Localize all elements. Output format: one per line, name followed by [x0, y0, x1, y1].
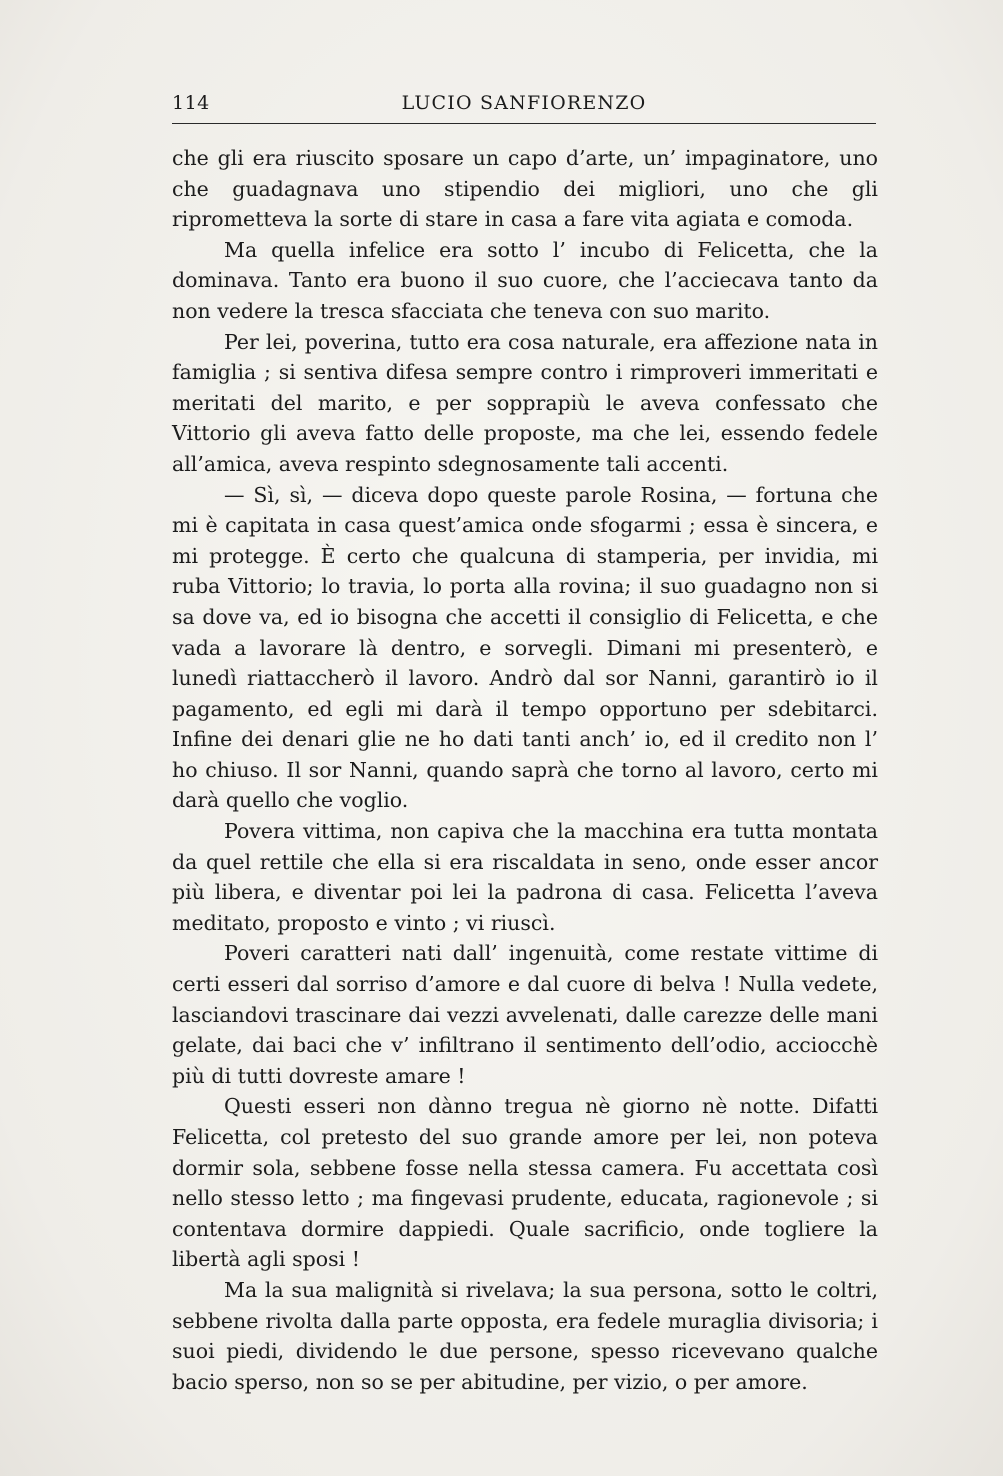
- paragraph: Povera vittima, non capiva che la macchina era tutta montata da quel rettile che ella si era riscaldata in seno, onde esser ancor più libera, e diventar poi lei la padrona di casa. Felicetta l’aveva meditato, proposto e vinto ; vi riuscì.: [172, 819, 878, 935]
- paragraph: — Sì, sì, — diceva dopo queste parole Rosina, — fortuna che mi è capitata in casa quest’amica onde sfogarmi ; essa è sincera, e mi protegge. È certo che qualcuna di stamperia, per invidia, mi ruba Vittorio; lo travia, lo porta alla rovina; il suo guadagno non si sa dove va, ed io bisogna che accetti il consiglio di Felicetta, e che vada a lavorare là dentro, e sorvegli. Dimani mi presenterò, e lunedì riattaccherò il lavoro. Andrò dal sor Nanni, garantirò io il pagamento, ed egli mi darà il tempo opportuno per sdebitarci. Infine dei denari glie ne ho dati tanti anch’ io, ed il credito non l’ ho chiuso. Il sor Nanni, quando saprà che torno al lavoro, certo mi darà quello che voglio.: [172, 482, 878, 813]
- paragraph: Poveri caratteri nati dall’ ingenuità, come restate vittime di certi esseri dal sorriso d’amore e dal cuore di belva ! Nulla vedete, lasciandovi trascinare dai vezzi avvelenati, dalle carezze delle mani gelate, dai baci che v’ infiltrano il sentimento dell’odio, acciocchè più di tutti dovreste amare !: [172, 941, 878, 1088]
- page-number: 114: [172, 92, 210, 114]
- paragraph: che gli era riuscito sposare un capo d’arte, un’ impaginatore, uno che guadagnava uno stipendio dei migliori, uno che gli riprometteva la sorte di stare in casa a fare vita agiata e comoda.: [172, 146, 878, 232]
- running-title: LUCIO SANFIORENZO: [401, 92, 647, 114]
- paragraph: Ma quella infelice era sotto l’ incubo di Felicetta, che la dominava. Tanto era buono il suo cuore, che l’acciecava tanto da non vedere la tresca sfacciata che teneva con suo marito.: [172, 237, 878, 323]
- paragraph: Per lei, poverina, tutto era cosa naturale, era affezione nata in famiglia ; si sentiva difesa sempre contro i rimproveri immeritati e meritati del marito, e per soppraрiù le aveva confessato che Vittorio gli aveva fatto delle proposte, ma che lei, essendo fedele all’amica, aveva respinto sdegnosamente tali accenti.: [172, 329, 878, 476]
- page-header: [172, 92, 876, 122]
- paragraph: Questi esseri non dànno tregua nè giorno nè notte. Difatti Felicetta, col pretesto del suo grande amore per lei, non poteva dormir sola, sebbene fosse nella stessa camera. Fu accettata così nello stesso letto ; ma fingevasi prudente, educata, ragionevole ; si contentava dormire dappiedi. Quale sacrificio, onde togliere la libertà agli sposi !: [172, 1094, 878, 1272]
- body-text: [172, 143, 878, 1397]
- header-rule: [172, 123, 876, 124]
- paragraph: Ma la sua malignità si rivelava; la sua persona, sotto le coltri, sebbene rivolta dalla parte opposta, era fedele muraglia divisoria; i suoi piedi, dividendo le due persone, spesso ricevevano qualche bacio sperso, non so se per abitudine, per vizio, o per amore.: [172, 1277, 878, 1394]
